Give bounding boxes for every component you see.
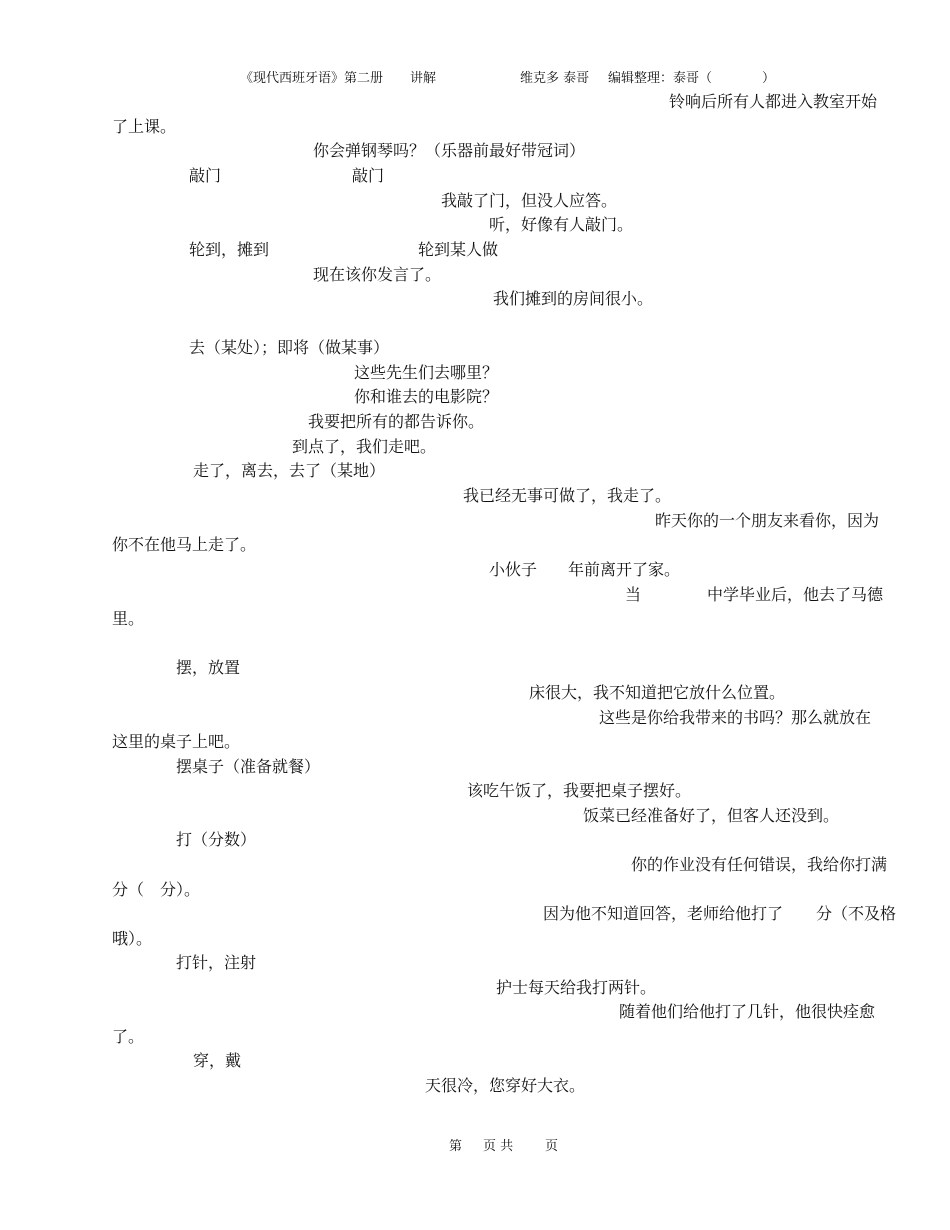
example-sentence: 到点了，我们走吧。 — [292, 437, 437, 456]
example-sentence: 饭菜已经准备好了，但客人还没到。 — [583, 806, 840, 825]
editor-close: ） — [762, 71, 776, 86]
page-mid-label: 页 共 — [483, 1139, 514, 1154]
vocab-term: 轮到，摊到 — [189, 240, 270, 259]
page-label: 第 — [449, 1139, 463, 1154]
text-line: 你会弹钢琴吗？（乐器前最好带冠词） — [313, 141, 586, 160]
example-sentence: 现在该你发言了。 — [313, 265, 442, 284]
example-sentence: 我敲了门，但没人应答。 — [441, 191, 618, 210]
example-sentence: 随着他们给他打了几针，他很快痊愈 — [619, 1002, 876, 1021]
text-line: 哦）。 — [112, 929, 153, 948]
example-sentence: 因为他不知道回答，老师给他打了 — [543, 904, 784, 923]
example-sentence: 中学毕业后，他去了马德 — [707, 585, 884, 604]
vocab-term: 打（分数） — [176, 830, 257, 849]
example-sentence: 昨天你的一个朋友来看你，因为 — [655, 511, 880, 530]
text-line: 你不在他马上走了。 — [112, 535, 257, 554]
example-sentence: 这些先生们去哪里？ — [354, 363, 499, 382]
vocab-term: 敲门 — [189, 166, 222, 185]
example-sentence: 年前离开了家。 — [568, 560, 681, 579]
vocab-term: 走了，离去，去了（某地） — [193, 461, 386, 480]
example-sentence: 小伙子 — [489, 560, 538, 579]
page-total-label: 页 — [545, 1139, 559, 1154]
vocab-gloss: 轮到某人做 — [418, 240, 499, 259]
example-sentence: 我已经无事可做了，我走了。 — [463, 486, 672, 505]
vocab-term: 打针，注射 — [176, 953, 257, 972]
example-sentence: 该吃午饭了，我要把桌子摆好。 — [467, 781, 692, 800]
section-label: 讲解 — [410, 71, 437, 86]
book-title: 《现代西班牙语》第二册 — [240, 71, 384, 86]
example-sentence: 当 — [625, 585, 642, 604]
example-sentence: 床很大，我不知道把它放什么位置。 — [529, 683, 786, 702]
example-sentence: 护士每天给我打两针。 — [496, 978, 657, 997]
authors: 维克多 泰哥 — [520, 71, 590, 86]
vocab-term: 去（某处）；即将（做某事） — [189, 338, 390, 357]
example-sentence: 分（不及格 — [816, 904, 897, 923]
example-sentence: 天很冷，您穿好大衣。 — [425, 1076, 586, 1095]
example-sentence: 我要把所有的都告诉你。 — [308, 412, 485, 431]
example-sentence: 听，好像有人敲门。 — [489, 215, 634, 234]
example-sentence: 你和谁去的电影院？ — [354, 387, 499, 406]
text-line: 里。 — [112, 609, 145, 628]
text-line: 这里的桌子上吧。 — [112, 732, 241, 751]
example-sentence: 这些是你给我带来的书吗？那么就放在 — [599, 708, 872, 727]
text-line: 了。 — [112, 1027, 145, 1046]
vocab-term: 穿，戴 — [193, 1051, 242, 1070]
example-sentence: 你的作业没有任何错误，我给你打满 — [631, 855, 888, 874]
text-line: 分（ 分）。 — [112, 880, 201, 899]
vocab-gloss: 敲门 — [352, 166, 385, 185]
vocab-term: 摆桌子（准备就餐） — [176, 757, 321, 776]
vocab-term: 摆，放置 — [176, 658, 241, 677]
text-line: 了上课。 — [112, 117, 177, 136]
example-sentence: 我们摊到的房间很小。 — [493, 289, 654, 308]
text-line: 铃响后所有人都进入教室开始 — [669, 92, 878, 111]
editor-credit: 编辑整理：泰哥（ — [608, 71, 713, 86]
